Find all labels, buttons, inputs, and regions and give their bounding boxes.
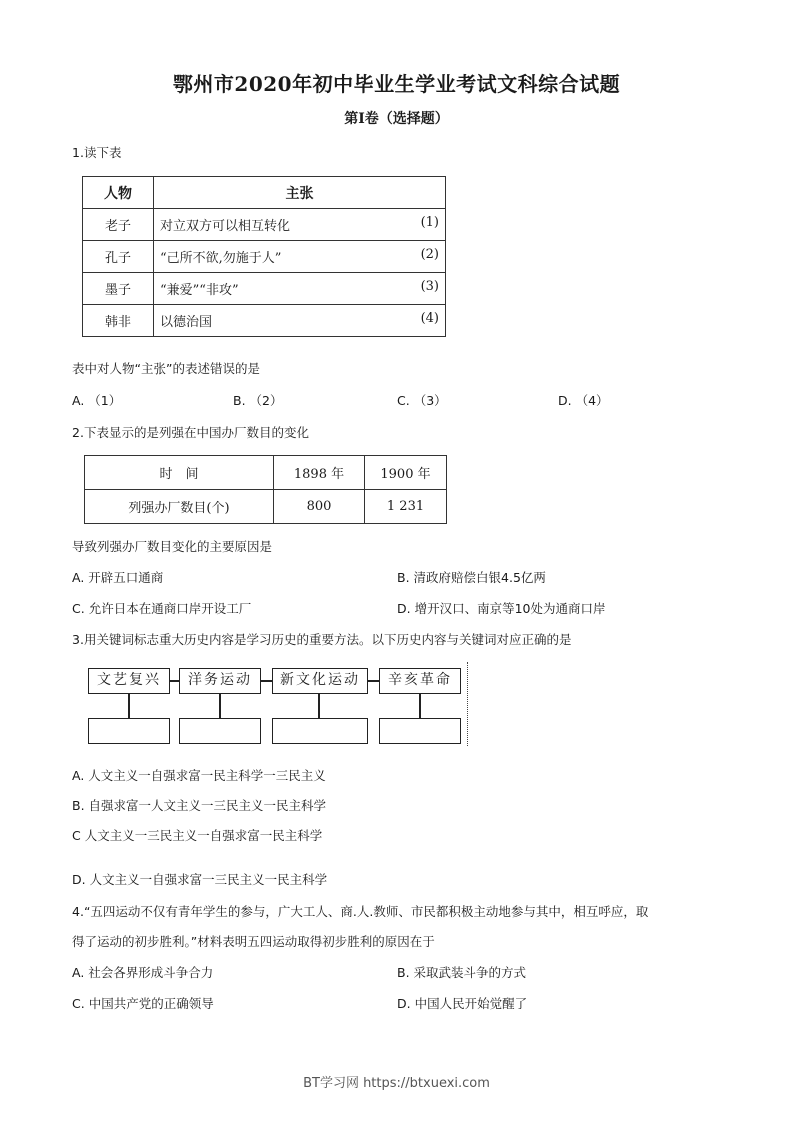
question-2-prompt: 导致列强办厂数目变化的主要原因是 [72, 539, 273, 554]
option-label: A. [72, 965, 85, 980]
option-text: 采取武装斗争的方式 [413, 965, 527, 980]
option-text: 增开汉口、南京等10处为通商口岸 [414, 601, 606, 616]
footer-watermark[interactable]: BT学习网 https://btxuexi.com [303, 1076, 490, 1091]
question-number: 2. [72, 425, 84, 440]
option-label: A. [72, 768, 85, 783]
table-header-row [85, 456, 447, 490]
question-3-stem [72, 630, 571, 648]
option-b[interactable] [397, 568, 546, 586]
question-text: 用关键词标志重大历史内容是学习历史的重要方法。以下历史内容与关键词对应正确的是 [83, 632, 572, 647]
question-1-stem [72, 143, 121, 161]
table-cell: 1 231 [365, 490, 447, 524]
question-text: 读下表 [83, 145, 122, 160]
option-label: D. [397, 601, 411, 616]
table-header: 主张 [154, 177, 446, 209]
table-cell: 800 [274, 490, 365, 524]
option-label: B. [397, 570, 410, 585]
option-c[interactable] [72, 826, 322, 844]
option-c[interactable] [72, 994, 214, 1012]
question-2-stem [72, 423, 309, 441]
option-label: C. [72, 601, 85, 616]
option-c[interactable] [397, 391, 447, 409]
person-cell: 老子 [83, 209, 154, 241]
connector [219, 694, 221, 718]
question-1-table [82, 176, 446, 337]
diagram-blank-box [179, 718, 261, 744]
option-a[interactable] [72, 766, 326, 784]
option-label: B. [233, 393, 246, 408]
claim-index: (1) [420, 215, 439, 230]
diagram-blank-box [88, 718, 170, 744]
option-label: A. [72, 570, 85, 585]
question-2-table [84, 455, 447, 524]
diagram-box-new-culture: 新文化运动 [272, 668, 368, 694]
claim-index: (4) [420, 311, 439, 326]
person-cell: 韩非 [83, 305, 154, 337]
option-text: 中国人民开始觉醒了 [414, 996, 528, 1011]
table-row [83, 241, 446, 273]
diagram-blank-box [272, 718, 368, 744]
option-label: D. [558, 393, 572, 408]
option-text: 社会各界形成斗争合力 [88, 965, 214, 980]
option-text: 中国共产党的正确领导 [88, 996, 214, 1011]
claim-index: (2) [420, 247, 439, 262]
question-text: “五四运动不仅有青年学生的参与，广大工人、商.人.教师、市民都积极主动地参与其中，相互呼应，取 [83, 904, 649, 919]
dotted-divider [467, 662, 468, 746]
table-header: 1900 年 [365, 456, 447, 490]
option-b[interactable] [233, 391, 283, 409]
question-number: 1. [72, 145, 84, 160]
option-text: （2） [249, 393, 283, 408]
option-text: （3） [413, 393, 447, 408]
option-text: 自强求富一人文主义一三民主义一民主科学 [88, 798, 327, 813]
option-label: A. [72, 393, 85, 408]
connector [318, 694, 320, 718]
question-4-stem [72, 902, 732, 920]
option-text: 允许日本在通商口岸开设工厂 [88, 601, 252, 616]
option-text: 人文主义一自强求富一民主科学一三民主义 [88, 768, 326, 783]
question-number: 4. [72, 904, 84, 919]
document-title: 鄂州市2020年初中毕业生学业考试文科综合试题 [172, 72, 621, 96]
option-label: D. [397, 996, 411, 1011]
claim-cell [154, 305, 446, 337]
connector [128, 694, 130, 718]
table-row [83, 273, 446, 305]
option-label: B. [397, 965, 410, 980]
question-4-stem-cont: 得了运动的初步胜利。”材料表明五四运动取得初步胜利的原因在于 [72, 934, 435, 949]
claim-cell [154, 273, 446, 305]
option-d[interactable] [558, 391, 609, 409]
diagram-box-renaissance: 文艺复兴 [88, 668, 170, 694]
diagram-box-westernization: 洋务运动 [179, 668, 261, 694]
question-number: 3. [72, 632, 84, 647]
option-label: C. [72, 996, 85, 1011]
option-d[interactable] [72, 870, 327, 888]
claim-text: 对立双方可以相互转化 [160, 219, 291, 234]
claim-index: (3) [420, 279, 439, 294]
table-header: 人物 [83, 177, 154, 209]
option-c[interactable] [72, 599, 251, 617]
table-header-row [83, 177, 446, 209]
option-text: （1） [88, 393, 122, 408]
option-a[interactable] [72, 391, 121, 409]
option-text: （4） [575, 393, 609, 408]
option-label: C. [397, 393, 410, 408]
option-a[interactable] [72, 568, 163, 586]
option-text: 人文主义一自强求富一三民主义一民主科学 [89, 872, 328, 887]
table-row [83, 305, 446, 337]
diagram-box-xinhai: 辛亥革命 [379, 668, 461, 694]
person-cell: 孔子 [83, 241, 154, 273]
option-text: 人文主义一三民主义一自强求富一民主科学 [84, 828, 323, 843]
diagram-blank-box [379, 718, 461, 744]
claim-cell [154, 241, 446, 273]
table-header: 1898 年 [274, 456, 365, 490]
claim-text: “兼爱”“非攻” [160, 283, 239, 298]
option-d[interactable] [397, 599, 606, 617]
claim-text: 以德治国 [160, 315, 213, 330]
connector [419, 694, 421, 718]
option-a[interactable] [72, 963, 213, 981]
table-header: 时 间 [85, 456, 274, 490]
person-cell: 墨子 [83, 273, 154, 305]
option-d[interactable] [397, 994, 527, 1012]
claim-text: “己所不欲,勿施于人” [160, 251, 282, 266]
question-text: 下表显示的是列强在中国办厂数目的变化 [83, 425, 309, 440]
option-b[interactable] [72, 796, 326, 814]
table-cell: 列强办厂数目(个) [85, 490, 274, 524]
option-text: 开辟五口通商 [88, 570, 164, 585]
question-1-prompt: 表中对人物“主张”的表述错误的是 [72, 361, 260, 376]
section-subtitle: 第I卷（选择题） [344, 111, 449, 127]
option-label: B. [72, 798, 85, 813]
table-row [83, 209, 446, 241]
table-row [85, 490, 447, 524]
option-text: 清政府赔偿白银4.5亿两 [413, 570, 546, 585]
claim-cell [154, 209, 446, 241]
option-label: D. [72, 872, 86, 887]
option-label: C [72, 828, 81, 843]
option-b[interactable] [397, 963, 526, 981]
